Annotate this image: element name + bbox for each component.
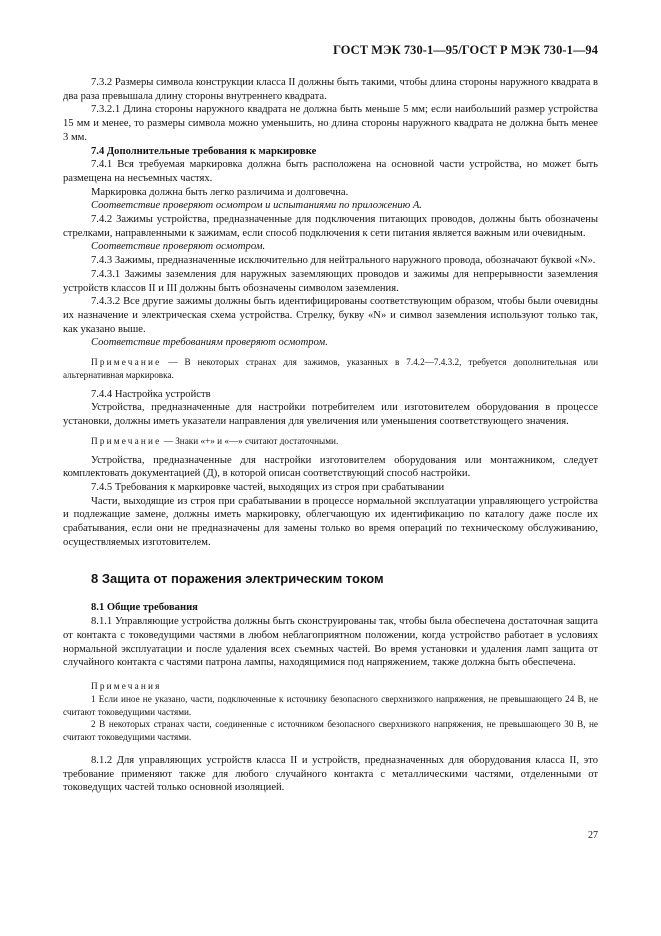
notes-label: Примечания [91,681,162,691]
note-label: Примечание [91,435,162,446]
paragraph-marking-durable: Маркировка должна быть легко различима и долговечна. [91,186,349,198]
page-header: ГОСТ МЭК 730-1—95/ГОСТ Р МЭК 730-1—94 [333,43,598,57]
heading-8-1: 8.1 Общие требования [91,602,198,614]
note-label: Примечание [91,357,162,368]
compliance-check-3: Соответствие требованиям проверяют осмотром. [91,337,328,349]
paragraph-7-3-2-1: 7.3.2.1 Длина стороны наружного квадрата не должна быть меньше 5 мм; если наибольший размер устройства 15 мм и менее, то размеры символа можно уменьшить, но длина стороны наружного квадрата не должна быть менее 3 мм. [63,104,598,143]
note-text: — Знаки «+» и «—» считают достаточными. [161,435,339,446]
paragraph-7-4-5: 7.4.5 Требования к маркировке частей, выходящих из строя при срабатывании [91,481,445,493]
paragraph-7-4-3: 7.4.3 Зажимы, предназначенные исключительно для нейтрального наружного провода, обозначают буквой «N». [91,255,596,267]
paragraph-8-1-1: 8.1.1 Управляющие устройства должны быть сконструированы так, чтобы была обеспечена достаточная защита от контакта с токоведущими частями в любом неблагоприятном положении, когда устройство работает в условиях нормальной эксплуатации и после удаления всех съемных частей. Во время установки и удаления ламп защита от случайного контакта с частями патрона лампы, находящимися под напряжением, также должна быть обеспечена. [63,616,598,669]
paragraph-7-4-3-2: 7.4.3.2 Все другие зажимы должны быть идентифицированы соответствующим образом, чтобы были очевидны их назначение и электрическая схема устройства. Стрелку, букву «N» и символ заземления используют только так, как указано выше. [63,296,598,335]
paragraph-7-4-4: 7.4.4 Настройка устройств [91,388,211,400]
paragraph-7-4-1: 7.4.1 Вся требуемая маркировка должна быть расположена на основной части устройства, но может быть размещена на несъемных частях. [63,159,598,184]
compliance-check-2: Соответствие проверяют осмотром. [91,241,266,253]
paragraph-manufacturer-setting: Устройства, предназначенные для настройки изготовителем оборудования или монтажником, следует комплектовать документацией (Д), в которой описан соответствующий способ настройки. [63,454,598,480]
paragraph-7-3-2: 7.3.2 Размеры символа конструкции класса II должны быть такими, чтобы длина стороны наружного квадрата в два раза превышала длину стороны внутреннего квадрата. [63,77,598,102]
note-8-1: 1 Если иное не указано, части, подключенные к источнику безопасного сверхнизкого напряжения, не превышающего 24 В, не считают токоведущими частями. [63,693,598,717]
heading-7-4: 7.4 Дополнительные требования к маркировке [91,145,317,157]
paragraph-7-4-3-1: 7.4.3.1 Зажимы заземления для наружных заземляющих проводов и зажимы для непрерывности заземления устройств классов II и III должны быть обозначены символом заземления. [63,268,598,294]
note-text: — В некоторых странах для зажимов, указанных в 7.4.2—7.4.3.2, требуется дополнительная или альтернативная маркировка. [63,357,598,380]
note-1 [63,356,598,382]
paragraph-7-4-2: 7.4.2 Зажимы устройства, предназначенные для подключения питающих проводов, должны быть обозначены стрелками, направленными к зажимам, если способ подключения к сети питания является важным или очевидным. [63,214,598,239]
page-content [63,76,598,795]
note-8-2: 2 В некоторых странах части, соединенные с источником безопасного сверхнизкого напряжения, не превышающего 30 В, не считают токоведущими частями. [63,719,598,743]
compliance-check-1: Соответствие проверяют осмотром и испытаниями по приложению А. [91,200,422,212]
note-2 [63,435,598,448]
paragraph-7-4-4-text: Устройства, предназначенные для настройки потребителем или изготовителем оборудования в процессе установки, должны иметь указатели направления для увеличения или уменьшения соответствующего значения. [63,402,598,428]
section-8-title: 8 Защита от поражения электрическим током [91,571,384,587]
paragraph-7-4-5-text: Части, выходящие из строя при срабатывании в процессе нормальной эксплуатации управляющего устройства и подлежащие замене, должны иметь маркировку, облегчающую их идентификацию по каталогу даже после их срабатывания, если они не предназначены для замены только во время операций по техническому обслуживанию, осуществляемых изготовителем. [63,495,598,548]
page-number: 27 [588,830,598,841]
paragraph-8-1-2: 8.1.2 Для управляющих устройств класса II и устройств, предназначенных для оборудования класса II, это требование применяют также для любого случайного контакта с металлическими частями, отделенными от токоведущих частей только основной изоляцией. [63,754,598,794]
